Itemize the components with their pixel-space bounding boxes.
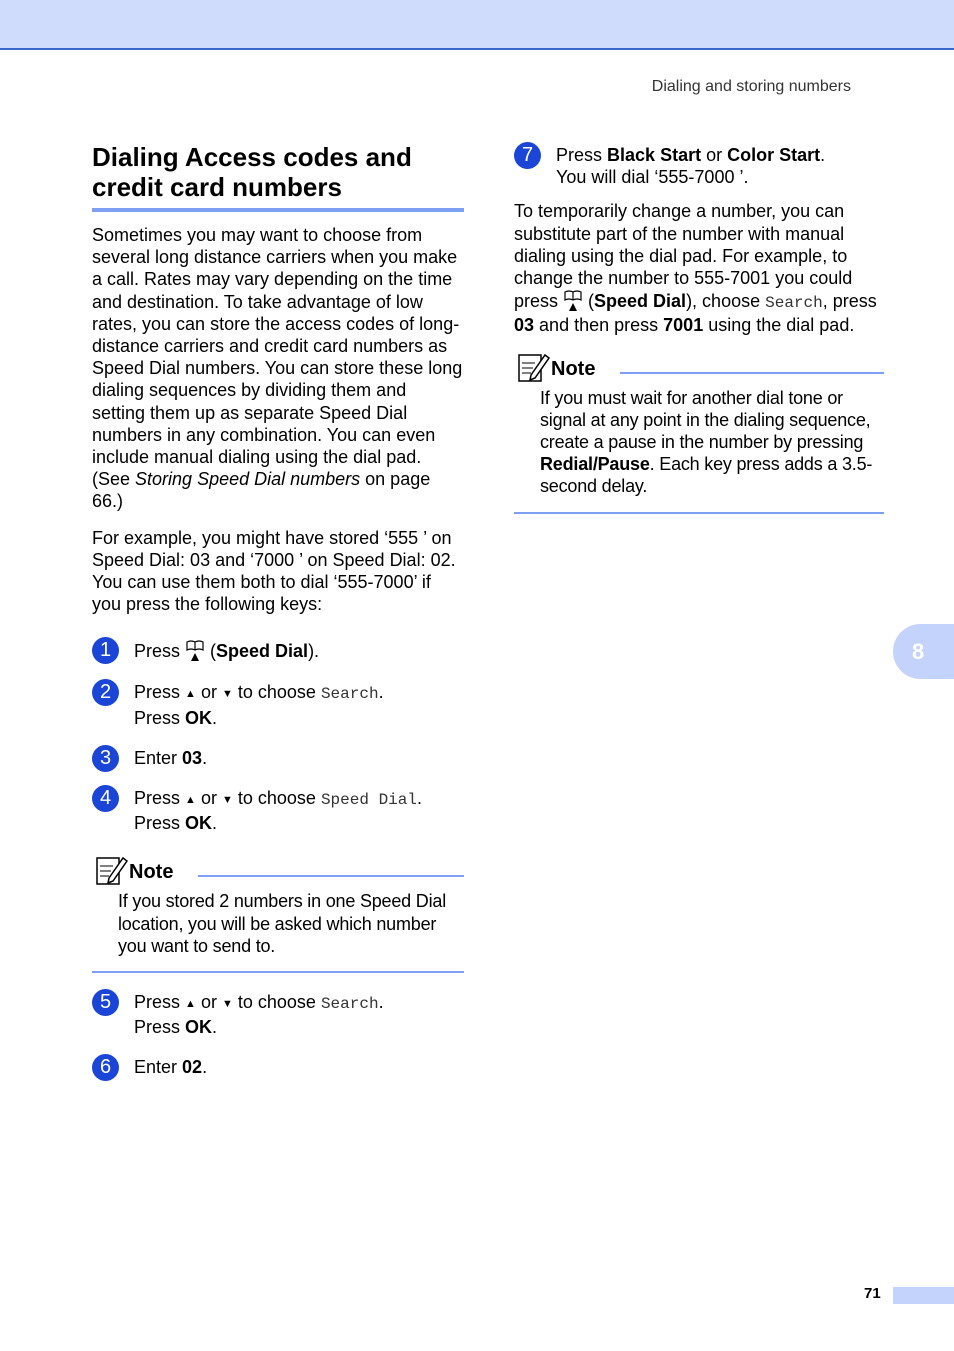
step-verb: Enter (134, 1057, 178, 1078)
step-2: 2 Press ▲ or ▼ to choose Search. Press OK. (92, 681, 464, 728)
right-column (514, 142, 884, 514)
speed-dial-key: Speed Dial (594, 291, 687, 312)
up-arrow-icon: ▲ (185, 688, 196, 701)
step-verb: Press (556, 145, 603, 165)
running-header: Dialing and storing numbers (651, 78, 851, 95)
step-3: 3 Enter 03. (92, 747, 464, 769)
intro-text: Sometimes you may want to choose from several long distance carriers when you make a call. Rates may vary depending on the time and destination. To take advantage of low rates, you can store the access codes of long-distance carriers and credit card numbers as Speed Dial numbers. You can store these long dialing sequences by dividing them and setting them up as separate Speed Dial numbers in any combination. You can even include manual dialing using the dial pad. (See (92, 225, 463, 490)
and-then-text: and then press (539, 315, 659, 336)
dial-result: You will dial ‘555-7000 ’. (556, 167, 749, 188)
redial-pause-key: Redial/Pause (540, 454, 650, 475)
change-number-text: To temporarily change a number, you can substitute part of the number with manual dialing using the dial pad. For example, to change the number to 555-7001 you could (514, 201, 853, 289)
step-4: 4 Press ▲ or ▼ to choose Speed Dial. Press OK. (92, 787, 464, 834)
menu-option: Search (765, 294, 823, 313)
code-value-1: 03 (514, 315, 535, 336)
title-line-2: credit card numbers (92, 172, 342, 202)
step-number: 3 (92, 745, 119, 772)
page-title (92, 142, 464, 212)
note-title: Note (129, 861, 174, 884)
choose-text: ), choose (686, 291, 761, 312)
press-text: press (514, 291, 559, 312)
down-arrow-icon: ▼ (221, 794, 233, 807)
change-number-paragraph: To temporarily change a number, you can substitute part of the number with manual dialing using the dial pad. For example, to change the number to 555-7001 you could press (Speed Dial), choose Search, press 03 and then press 7001 using the dial pad. (514, 201, 877, 336)
top-band (0, 0, 954, 50)
chapter-tab: 8 (893, 624, 954, 679)
note-body: If you stored 2 numbers in one Speed Dial location, you will be asked which number you want to send to. (118, 891, 446, 956)
note-text-end: . Each key press adds a 3.5-second delay. (540, 454, 873, 497)
code-value-2: 7001 (663, 315, 704, 336)
note-header (92, 854, 464, 886)
down-arrow-icon: ▼ (221, 688, 233, 701)
up-arrow-icon: ▲ (185, 794, 196, 807)
speed-dial-key: Speed Dial (216, 641, 309, 662)
step-verb: Press (134, 788, 181, 809)
note-pencil-icon (95, 854, 129, 886)
or-text: or (200, 788, 217, 809)
ok-key: OK (185, 813, 213, 834)
up-arrow-icon: ▲ (185, 998, 196, 1011)
press-text: press (832, 291, 877, 312)
or-text: or (200, 992, 217, 1013)
left-column (92, 142, 464, 1079)
step-verb: Press (134, 992, 181, 1013)
step-number: 5 (92, 989, 119, 1016)
ok-key: OK (185, 707, 213, 728)
down-arrow-icon: ▼ (221, 998, 233, 1011)
menu-option: Search (320, 685, 379, 704)
page-number-bar (893, 1287, 954, 1304)
note-rule (198, 875, 464, 877)
page-number: 71 (864, 1285, 881, 1302)
step-7: 7 Press Black Start or Color Start. You will dial ‘555-7000 ’. (514, 144, 884, 188)
step-5: 5 Press ▲ or ▼ to choose Search. Press OK. (92, 991, 464, 1038)
note-pencil-icon (517, 351, 551, 383)
tail-text: using the dial pad. (708, 315, 855, 336)
or-text: or (200, 682, 217, 703)
title-line-1: Dialing Access codes and (92, 142, 412, 172)
note-box-1 (92, 854, 464, 973)
speed-dial-book-icon (563, 289, 583, 313)
note-text: If you must wait for another dial tone or signal at any point in the dialing sequence, create a pause in the number by pressing (540, 387, 871, 453)
to-choose-text: to choose (237, 992, 316, 1013)
step-verb: Press (134, 813, 181, 834)
step-number: 6 (92, 1054, 119, 1081)
note-header (514, 351, 884, 383)
to-choose-text: to choose (237, 682, 316, 703)
menu-option: Speed Dial (320, 791, 417, 810)
color-start-key: Color Start (727, 145, 821, 165)
speed-dial-book-icon (185, 639, 205, 663)
step-verb: Press (134, 641, 181, 662)
menu-option: Search (320, 995, 379, 1014)
cross-reference: Storing Speed Dial numbers (135, 469, 361, 490)
intro-tail: on page 66.) (92, 469, 431, 512)
black-start-key: Black Start (607, 145, 702, 165)
step-verb: Press (134, 1017, 181, 1038)
entry-value: 02 (182, 1057, 203, 1078)
example-paragraph: For example, you might have stored ‘555 ’ on Speed Dial: 03 and ‘7000 ’ on Speed Dial: 02. You can use them both to dial ‘555-7000’ if you press the following keys: (92, 527, 456, 615)
step-verb: Enter (134, 747, 178, 768)
step-6: 6 Enter 02. (92, 1056, 464, 1078)
ok-key: OK (185, 1017, 213, 1038)
step-number: 1 (92, 637, 119, 664)
step-number: 7 (514, 142, 541, 169)
entry-value: 03 (182, 747, 203, 768)
step-1: 1 Press (Speed Dial). (92, 639, 464, 663)
step-verb: Press (134, 682, 181, 703)
note-box-2 (514, 351, 884, 514)
step-number: 4 (92, 785, 119, 812)
to-choose-text: to choose (237, 788, 316, 809)
intro-paragraph (92, 224, 464, 513)
step-verb: Press (134, 707, 181, 728)
note-body (514, 387, 884, 498)
step-number: 2 (92, 679, 119, 706)
note-title: Note (551, 357, 596, 380)
note-rule (620, 372, 884, 374)
or-text: or (706, 145, 723, 165)
